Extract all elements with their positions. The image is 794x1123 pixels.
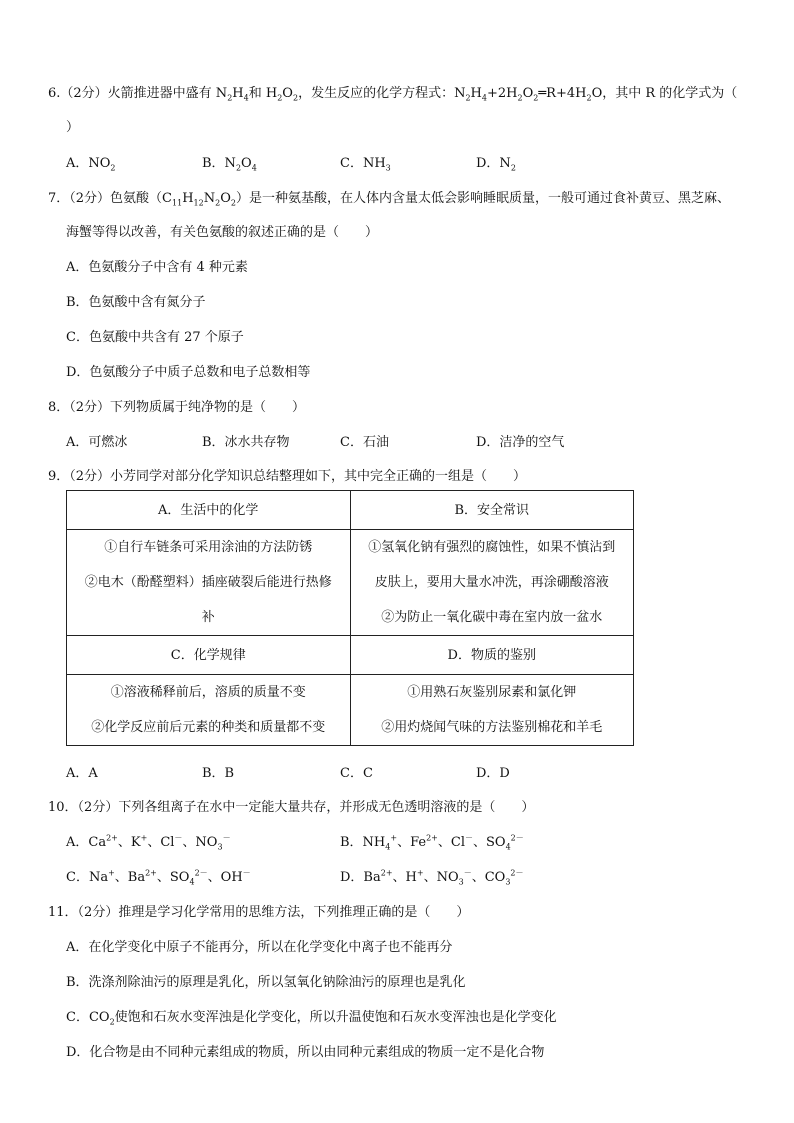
q10-option-c[interactable]: C．Na+、$Ba^{2+}$、$SO_4^{2-}$、OH－ — [66, 868, 251, 887]
table-head-a: A．生活中的化学 — [67, 491, 351, 530]
q9-option-a[interactable]: A．A — [66, 766, 98, 781]
table-cell-d: ①用熟石灰鉴别尿素和氯化钾 ②用灼烧闻气味的方法鉴别棉花和羊毛 — [350, 675, 634, 746]
q11-option-d[interactable]: D．化合物是由不同种元素组成的物质，所以由同种元素组成的物质一定不是化合物 — [66, 1045, 545, 1060]
q7-stem-line2: 海蟹等得以改善，有关色氨酸的叙述正确的是（ ） — [66, 225, 379, 240]
q8-option-c[interactable]: C．石油 — [340, 435, 389, 450]
q7-option-d[interactable]: D．色氨酸分子中质子总数和电子总数相等 — [66, 365, 311, 380]
q9-option-b[interactable]: B．B — [202, 766, 235, 781]
q10-stem: 10．（2分）下列各组离子在水中一定能大量共存，并形成无色透明溶液的是（ ） — [48, 800, 535, 815]
q10-option-a[interactable]: A．$Ca^{2+}$、K+、Cl－、$NO_3^-$ — [66, 833, 231, 852]
q6-stem-close: ） — [66, 120, 80, 135]
q6-option-b[interactable]: B．$N_2O_4$ — [202, 156, 257, 173]
q7-option-a[interactable]: A．色氨酸分子中含有 4 种元素 — [66, 260, 248, 275]
q6-option-d[interactable]: D．$N_2$ — [476, 156, 516, 173]
q7-option-b[interactable]: B．色氨酸中含有氮分子 — [66, 295, 206, 310]
table-head-b: B．安全常识 — [350, 491, 634, 530]
table-cell-c: ①溶液稀释前后，溶质的质量不变 ②化学反应前后元素的种类和质量都不变 — [67, 675, 351, 746]
q8-option-d[interactable]: D．洁净的空气 — [476, 435, 565, 450]
table-head-c: C．化学规律 — [67, 636, 351, 675]
q8-stem: 8．（2分）下列物质属于纯净物的是（ ） — [48, 400, 306, 415]
q7-stem-line1: 7．（2分）色氨酸$(C_{11}H_{12}N_2O_2)$是一种氨基酸，在人体内含量太低会影响睡眠质量，一般可通过食补黄豆、黑芝麻、 — [48, 191, 730, 208]
q9-stem: 9．（2分）小芳同学对部分化学知识总结整理如下，其中完全正确的一组是（ ） — [48, 469, 527, 484]
q9-option-c[interactable]: C．C — [340, 766, 373, 781]
q8-option-a[interactable]: A．可燃冰 — [66, 435, 128, 450]
q9-summary-table — [66, 490, 634, 746]
table-cell-a: ①自行车链条可采用涂油的方法防锈 ②电木（酚醛塑料）插座破裂后能进行热修 补 — [67, 530, 351, 636]
q6-stem: 6.（2分）火箭推进器中盛有 $N_2H_4$和 $H_2O_2$，发生反应的化学方程式：$N_2H_4+2H_2O_2═R+4H_2O$，其中 R 的化学式为（ — [48, 86, 738, 103]
q11-stem: 11．（2分）推理是学习化学常用的思维方法，下列推理正确的是（ ） — [48, 905, 470, 920]
q11-option-b[interactable]: B．洗涤剂除油污的原理是乳化，所以氢氧化钠除油污的原理也是乳化 — [66, 975, 466, 990]
table-head-d: D．物质的鉴别 — [350, 636, 634, 675]
q11-option-c[interactable]: C．$CO_2$使饱和石灰水变浑浊是化学变化，所以升温使饱和石灰水变浑浊也是化学变化 — [66, 1010, 557, 1027]
q6-option-a[interactable]: A．$NO_2$ — [66, 156, 116, 173]
q6-option-c[interactable]: C．$NH_3$ — [340, 156, 391, 173]
q8-option-b[interactable]: B．冰水共存物 — [202, 435, 290, 450]
q9-option-d[interactable]: D．D — [476, 766, 510, 781]
q7-option-c[interactable]: C．色氨酸中共含有 27 个原子 — [66, 330, 244, 345]
table-cell-b: ①氢氧化钠有强烈的腐蚀性，如果不慎沾到 皮肤上，要用大量水冲洗，再涂硼酸溶液 ②为防止一氧化碳中毒在室内放一盆水 — [350, 530, 634, 636]
q11-option-a[interactable]: A．在化学变化中原子不能再分，所以在化学变化中离子也不能再分 — [66, 940, 453, 955]
q10-option-b[interactable]: B．$NH_4^+$、$Fe^{2+}$、Cl－、$SO_4^{2-}$ — [340, 833, 524, 852]
q10-option-d[interactable]: D．$Ba^{2+}$、H+、$NO_3^-$、$CO_3^{2-}$ — [340, 868, 524, 887]
